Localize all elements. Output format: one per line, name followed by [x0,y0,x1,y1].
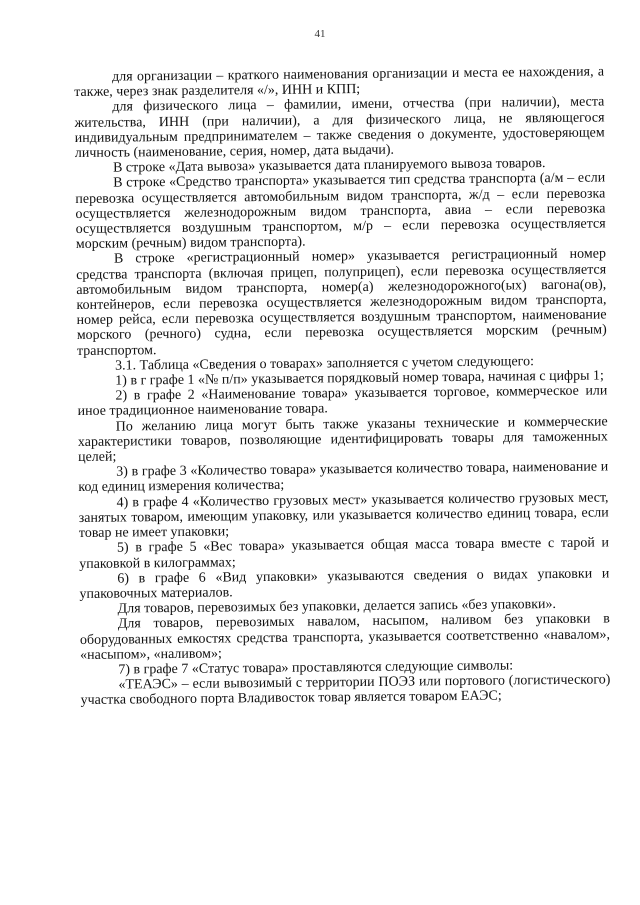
paragraph: Для товаров, перевозимых навалом, насыпом, наливом без упаковки в оборудованных емкостях средства транспорта, указывается соответственно «навалом», «насыпом», «наливом»; [79,611,611,663]
paragraph: В строке «Дата вывоза» указывается дата планируемого вывоза товаров. [112,156,546,176]
paragraph: В строке «Средство транспорта» указывается тип средства транспорта (а/м – если перевозка осуществляется автомобильным видом транспорта, ж/д – если перевозка осуществляется железнодорожным видом транспорта, авиа – если перевозка осуществляется воздушным транспортом, м/р – если перевозка осуществляется морским (речным) видом транспорта). [75,170,606,253]
paragraph: 3.1. Таблица «Сведения о товарах» заполняется с учетом следующего: [115,354,535,374]
paragraph: 2) в графе 2 «Наименование товара» указывается торговое, коммерческое или иное традиционное наименование товара. [77,383,608,420]
paragraph: В строке «регистрационный номер» указывается регистрационный номер средства транспорта (включая прицеп, полуприцеп), если перевозка осуществляется автомобильным видом транспорта, номер(а) железнодорожного(ых) вагона(ов), контейнеров, если перевозка осуществляется железнодорожным видом транспорта, номер рейса, если перевозка осуществляется воздушным транспортом, наименование морского (речного) судна, если перевозка осуществляется морским (речным) транспортом. [76,246,607,359]
paragraph: 6) в графе 6 «Вид упаковки» указываются сведения о видах упаковки и упаковочных материалов. [79,566,610,602]
paragraph: 1) в г графе 1 «№ п/п» указывается порядковый номер товара, начиная с цифры 1; [115,368,604,389]
paragraph: По желанию лица могут быть также указаны технические и коммерческие характеристики товаров, позволяющие идентифицировать товары для таможенных целей; [77,414,608,466]
body-text [74,64,611,708]
paragraph: Для товаров, перевозимых без упаковки, делается запись «без упаковки». [117,597,557,617]
paragraph: 3) в графе 3 «Количество товара» указывается количество товара, наименование и код единиц измерения количества; [78,459,609,496]
paragraph: для физического лица – фамилии, имени, отчества (при наличии), места жительства, ИНН (при наличии), а для физического лица, не являющегося индивидуальным предпринимателем – также сведения о документе, удостоверяющем личность (наименование, серия, номер, дата выдачи). [74,94,605,162]
paragraph: 7) в графе 7 «Статус товара» проставляются следующие символы: [118,658,514,678]
paragraph: 4) в графе 4 «Количество грузовых мест» указывается количество грузовых мест, занятых товаром, имеющим упаковку, или указывается количество единиц товара, если товар не имеет упаковки; [78,490,609,542]
paragraph: 5) в графе 5 «Вес товара» указывается общая масса товара вместе с тарой и упаковкой в килограммах; [79,535,610,572]
paragraph: «ТЕАЭС» – если вывозимый с территории ПОЭЗ или портового (логистического) участка свободного порта Владивосток товар является товаром ЕАЭС; [80,672,611,709]
paragraph: для организации – краткого наименования организации и места ее нахождения, а также, через знак разделителя «/», ИНН и КПП; [74,64,605,101]
page-number: 41 [314,28,326,40]
